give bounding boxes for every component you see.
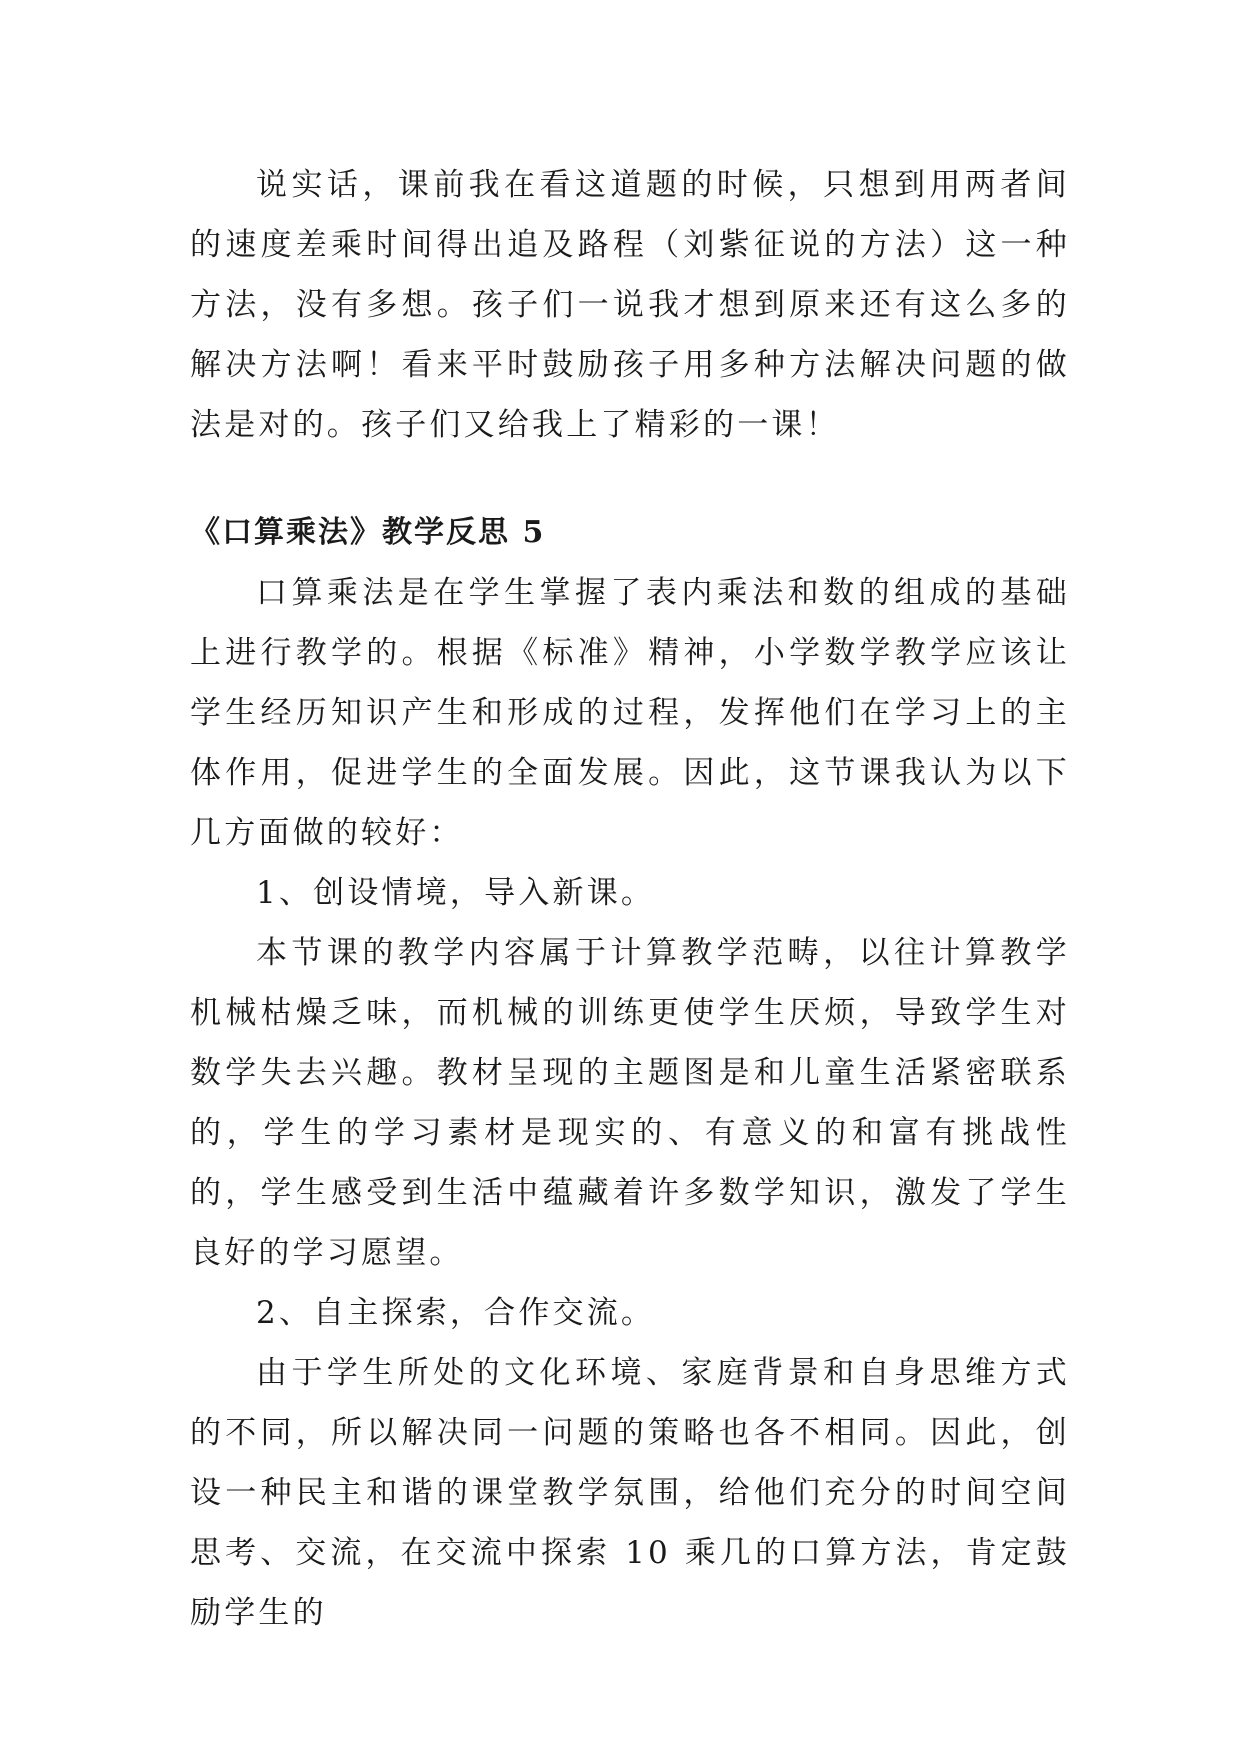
paragraph: 说实话，课前我在看这道题的时候，只想到用两者间的速度差乘时间得出追及路程（刘紫征说的方法）这一种方法，没有多想。孩子们一说我才想到原来还有这么多的解决方法啊！看来平时鼓励孩子用多种方法解决问题的做法是对的。孩子们又给我上了精彩的一课！ — [190, 167, 1070, 443]
section-2-body — [190, 563, 1070, 1643]
paragraph: 由于学生所处的文化环境、家庭背景和自身思维方式的不同，所以解决同一问题的策略也各不相同。因此，创设一种民主和谐的课堂教学氛围，给他们充分的时间空间思考、交流，在交流中探索 10 乘几的口算方法，肯定鼓励学生的 — [190, 1355, 1070, 1631]
list-item-heading: 1、创设情境，导入新课。 — [256, 875, 656, 911]
paragraph: 本节课的教学内容属于计算教学范畴，以往计算教学机械枯燥乏味，而机械的训练更使学生厌烦，导致学生对数学失去兴趣。教材呈现的主题图是和儿童生活紧密联系的，学生的学习素材是现实的、有意义的和富有挑战性的，学生感受到生活中蕴藏着许多数学知识，激发了学生良好的学习愿望。 — [190, 935, 1070, 1271]
section-heading: 《口算乘法》教学反思 5 — [190, 515, 546, 550]
list-item-heading: 2、自主探索，合作交流。 — [256, 1295, 656, 1331]
section-1-body — [190, 155, 1070, 455]
paragraph: 口算乘法是在学生掌握了表内乘法和数的组成的基础上进行教学的。根据《标准》精神，小学数学教学应该让学生经历知识产生和形成的过程，发挥他们在学习上的主体作用，促进学生的全面发展。因此，这节课我认为以下几方面做的较好： — [190, 575, 1070, 851]
